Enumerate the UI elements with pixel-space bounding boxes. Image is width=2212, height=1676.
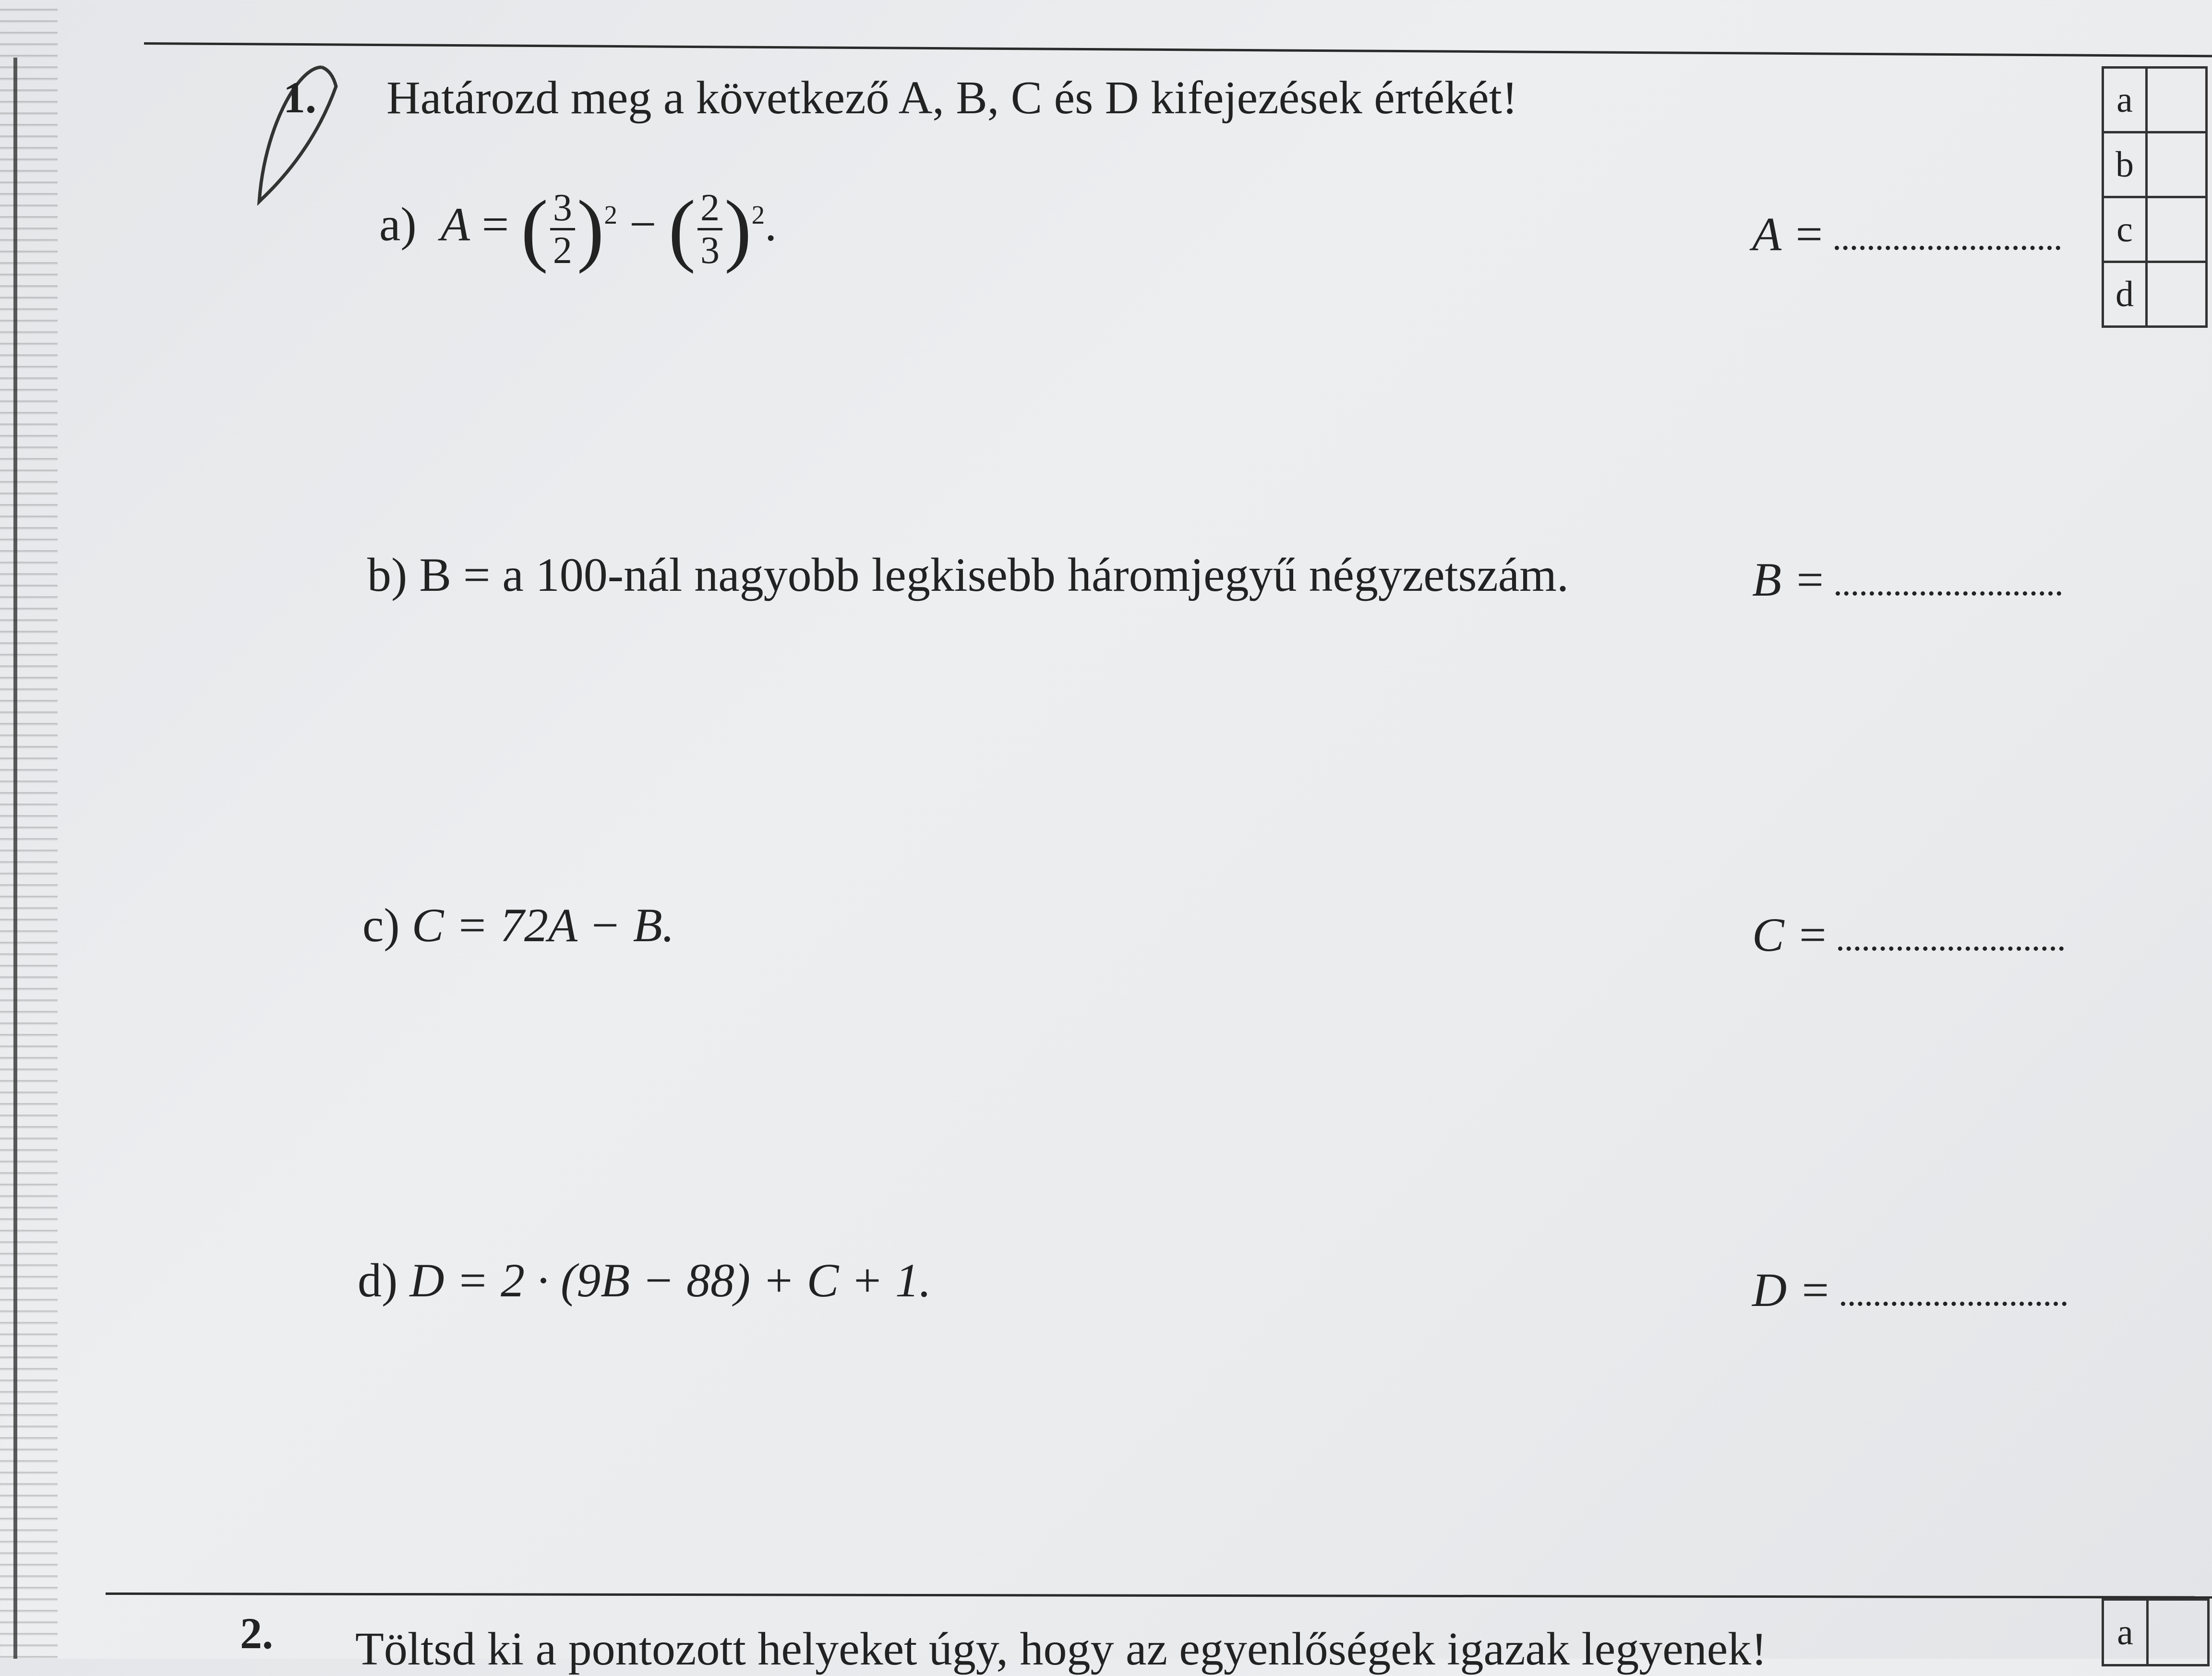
var-a: A [428, 197, 470, 251]
score-label-c: c [2103, 197, 2147, 262]
item-d-expression: D = 2 · (9B − 88) + C + 1. [409, 1254, 931, 1307]
paren-close: ) [577, 184, 604, 274]
scanned-left-edge [0, 0, 58, 1659]
left-margin-rule [13, 58, 17, 1659]
item-b-label: b) [367, 548, 408, 601]
answer-b-label: B = [1752, 553, 1826, 606]
paren-open: ( [668, 184, 696, 274]
item-b-expression: B = a 100-nál nagyobb legkisebb háromjegyű négyzetszám. [419, 548, 1569, 601]
item-b [367, 547, 1569, 602]
item-d [358, 1253, 931, 1308]
answer-c [1752, 907, 2064, 962]
answer-b [1752, 552, 2061, 607]
question-number: 1. [283, 73, 316, 122]
question-title: Határozd meg a következő A, B, C és D kifejezések értékét! [386, 72, 1518, 124]
score-grid [2102, 66, 2208, 328]
question2-score-grid [2102, 1598, 2210, 1666]
q2-score-cell-a[interactable] [2148, 1600, 2209, 1665]
answer-d-blank[interactable] [1841, 1302, 2067, 1306]
score-cell-c[interactable] [2147, 197, 2207, 262]
item-c-label: c) [362, 898, 400, 952]
score-label-a: a [2103, 68, 2147, 132]
score-cell-b[interactable] [2147, 132, 2207, 197]
q2-score-label-a: a [2103, 1600, 2148, 1665]
score-cell-d[interactable] [2147, 262, 2207, 327]
fraction-3-2: $\frac{3}{2}$ [550, 188, 575, 271]
bottom-divider [106, 1592, 2212, 1599]
question2-number: 2. [240, 1609, 273, 1658]
paren-open: ( [521, 184, 548, 274]
score-label-d: d [2103, 262, 2147, 327]
answer-a-label: A = [1752, 207, 1825, 261]
item-d-label: d) [358, 1254, 398, 1307]
answer-a-blank[interactable] [1835, 246, 2060, 250]
answer-c-blank[interactable] [1838, 946, 2064, 951]
score-label-b: b [2103, 132, 2147, 197]
item-c-expression: C = 72A − B. [411, 898, 674, 952]
question2-title: Töltsd ki a pontozott helyeket úgy, hogy az egyenlőségek igazak legyenek! [355, 1623, 1767, 1675]
item-c [362, 898, 674, 953]
answer-a [1752, 206, 2060, 262]
paren-close: ) [724, 184, 752, 274]
score-cell-a[interactable] [2147, 68, 2207, 132]
exponent: 2 [604, 200, 617, 230]
answer-c-label: C = [1752, 908, 1829, 961]
answer-b-blank[interactable] [1836, 591, 2061, 596]
answer-d-label: D = [1752, 1263, 1831, 1317]
item-a: a) A = ( $\frac{3}{2}$ )$^2$ − ( $\frac{2}{3}$ )$^2$. [379, 184, 777, 274]
fraction-2-3: $\frac{2}{3}$ [697, 188, 722, 271]
item-a-label: a) [379, 197, 417, 251]
top-divider [144, 42, 2212, 57]
answer-d [1752, 1262, 2067, 1317]
exponent: 2 [751, 200, 765, 230]
